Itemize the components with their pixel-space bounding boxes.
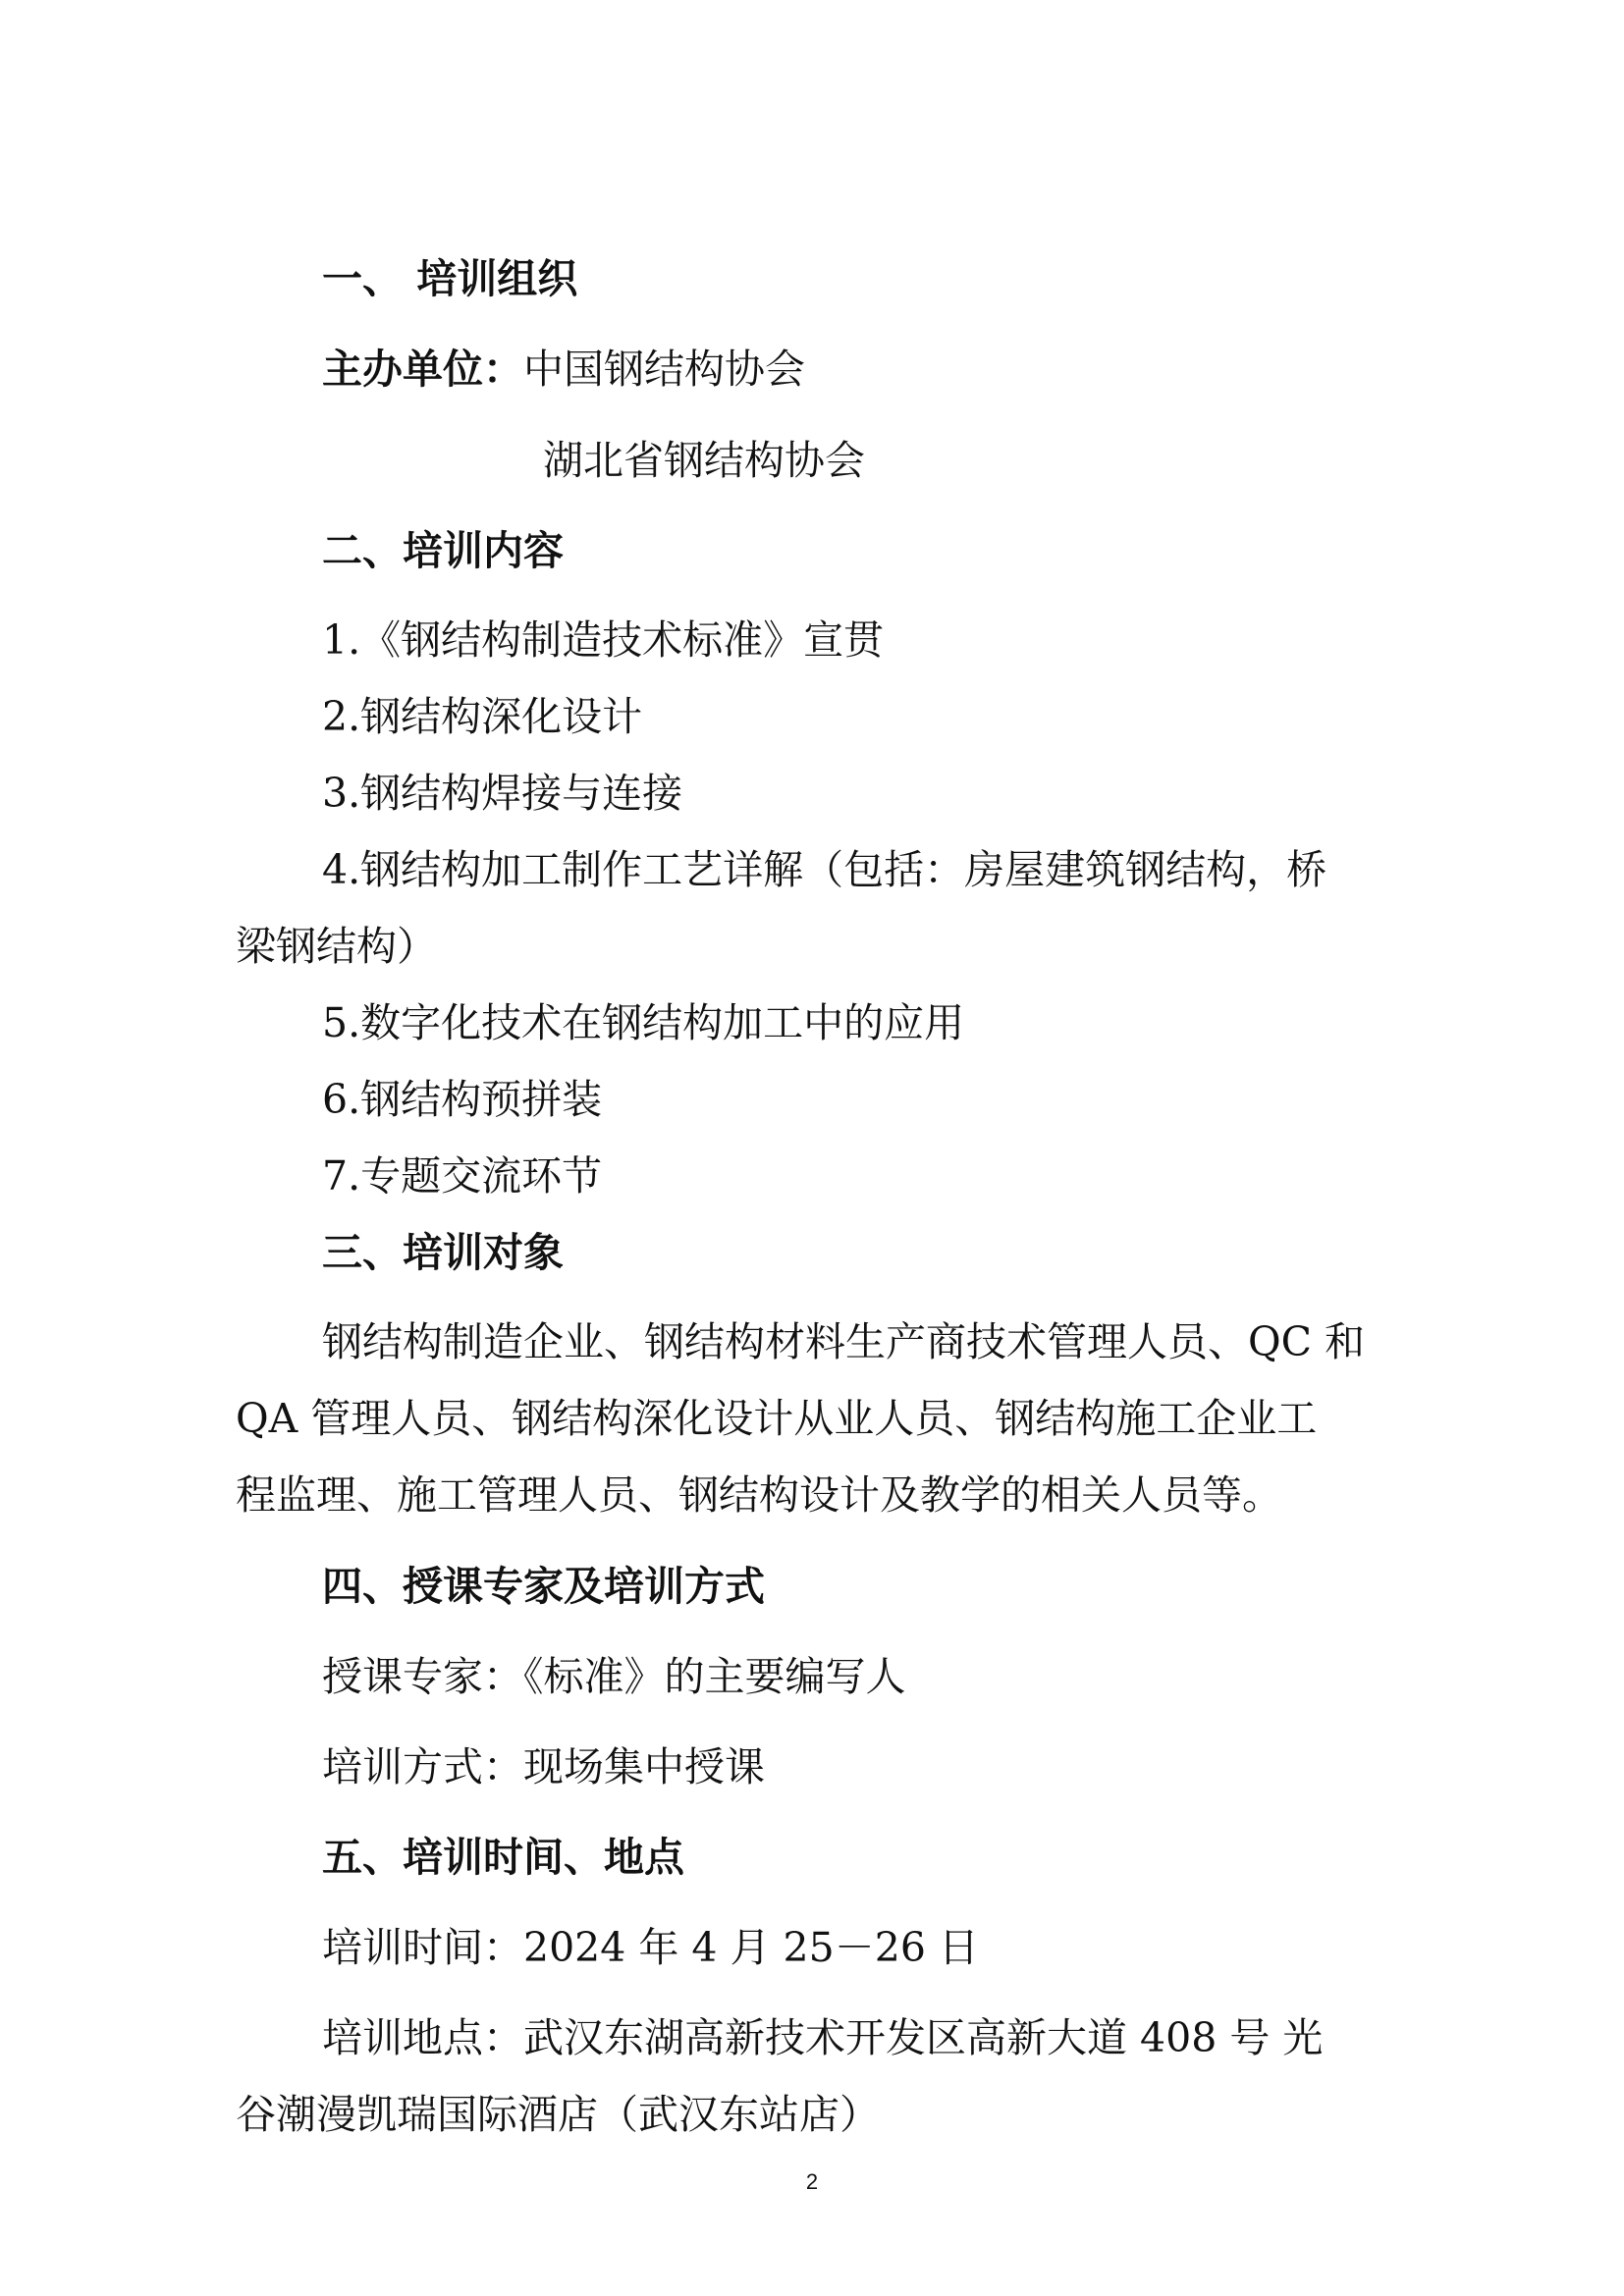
section-1-heading: 一、 培训组织 [322,255,578,302]
audience-line-2: QA 管理人员、钢结构深化设计从业人员、钢结构施工企业工 [236,1395,1318,1442]
content-item-2: 2.钢结构深化设计 [322,693,643,740]
content-item-4-cont: 梁钢结构） [236,923,437,970]
content-item-5: 5.数字化技术在钢结构加工中的应用 [322,999,965,1046]
content-item-7: 7.专题交流环节 [322,1152,603,1200]
organizer-2: 湖北省钢结构协会 [543,437,865,484]
audience-line-3: 程监理、施工管理人员、钢结构设计及教学的相关人员等。 [236,1471,1282,1519]
organizer-1: 中国钢结构协会 [523,346,805,393]
experts-line: 授课专家：《标准》的主要编写人 [322,1653,906,1700]
place-line-1: 培训地点：武汉东湖高新技术开发区高新大道 408 号 光 [322,2014,1324,2061]
method-line: 培训方式：现场集中授课 [322,1743,765,1790]
content-item-3: 3.钢结构焊接与连接 [322,770,683,817]
organizer-row [322,344,805,395]
place-line-2: 谷潮漫凯瑞国际酒店（武汉东站店） [236,2091,880,2138]
section-2-heading: 二、培训内容 [322,527,564,574]
time-line: 培训时间：2024 年 4 月 25－26 日 [322,1924,979,1971]
page-number: 2 [805,2169,819,2194]
content-item-4: 4.钢结构加工制作工艺详解（包括：房屋建筑钢结构，桥 [322,846,1327,893]
section-5-heading: 五、培训时间、地点 [322,1834,684,1881]
organizer-label: 主办单位： [322,346,523,393]
section-3-heading: 三、培训对象 [322,1229,564,1276]
audience-line-1: 钢结构制造企业、钢结构材料生产商技术管理人员、QC 和 [322,1318,1366,1365]
content-item-6: 6.钢结构预拼装 [322,1076,603,1123]
content-item-1: 1.《钢结构制造技术标准》宣贯 [322,616,885,664]
section-4-heading: 四、授课专家及培训方式 [322,1563,765,1610]
